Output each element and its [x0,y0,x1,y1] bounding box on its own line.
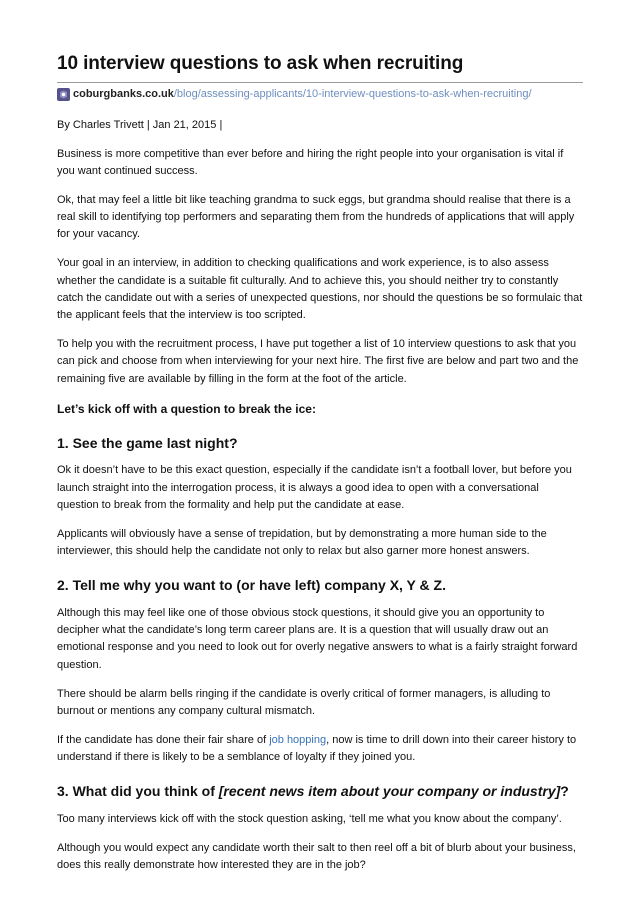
title-divider [57,82,583,83]
question-2-paragraph-3 [57,732,583,767]
question-3-heading [57,780,583,803]
intro-paragraph-2: Ok, that may feel a little bit like teaching grandma to suck eggs, but grandma should realise that there is a real skill to identifying top performers and separating them from the hundreds of applications that will apply for your vacancy. [57,193,575,241]
question-2-paragraph-3-start: If the candidate has done their fair share of [57,733,270,746]
question-3-heading-emphasis: [recent news item about your company or industry] [218,783,561,800]
intro-paragraph-1: Business is more competitive than ever before and hiring the right people into your organisation is vital if you want continued success. [57,147,564,178]
source-path[interactable]: /blog/assessing-applicants/10-interview-questions-to-ask-when-recruiting/ [173,88,532,100]
job-hopping-link[interactable]: job hopping [269,733,327,746]
favicon-icon [57,88,70,101]
question-3-heading-suffix: ? [560,783,569,800]
question-2-heading: 2. Tell me why you want to (or have left) company X, Y & Z. [57,577,446,594]
lead-in: Let’s kick off with a question to break the ice: [57,401,316,416]
question-2-paragraph-2: There should be alarm bells ringing if the candidate is overly critical of former managers, is alluding to burnout or mentions any company cultural mismatch. [57,687,551,717]
question-1-heading: 1. See the game last night? [57,434,238,451]
intro-paragraph-4: To help you with the recruitment process, I have put together a list of 10 interview questions to ask that you can pick and choose from when interviewing for your next hire. The first five are below and part two and the remaining five are available by filling in the form at the foot of the article. [57,337,579,385]
article-title: 10 interview questions to ask when recruiting [57,53,464,74]
question-3-heading-prefix: 3. What did you think of [57,783,219,800]
question-2-paragraph-3-end: , now is time to drill down into their career history to understand if there is likely to be a semblance of loyalty if they joined you. [57,733,577,763]
question-1-paragraph-2: Applicants will obviously have a sense of trepidation, but by demonstrating a more human side to the interviewer, this should help the candidate not only to relax but also garner more honest answers. [57,527,547,558]
intro-paragraph-3: Your goal in an interview, in addition to checking qualifications and work experience, is to also assess whether the candidate is a suitable fit culturally. And to achieve this, you should neither try to constantly catch the candidate out with a series of unexpected questions, nor should the questions be so formulaic that the applicant feels that the interview is too scripted. [57,257,583,322]
source-url[interactable] [57,87,583,101]
byline: By Charles Trivett | Jan 21, 2015 | [57,119,223,131]
question-3-paragraph-2: Although you would expect any candidate worth their salt to then reel off a bit of blurb about your business, does this really demonstrate how interested they are in the job? [57,841,576,871]
question-3-paragraph-1: Too many interviews kick off with the stock question asking, ‘tell me what you know about the company’. [57,812,562,825]
source-domain[interactable]: coburgbanks.co.uk [73,88,174,100]
question-2-paragraph-1: Although this may feel like one of those obvious stock questions, it should give you an opportunity to decipher what the candidate’s long term career plans are. It is a question that will usually draw out an emotional response and you need to look out for overly negative answers to what is a fairly straight forward question. [57,606,578,671]
question-1-paragraph-1: Ok it doesn’t have to be this exact question, especially if the candidate isn’t a football lover, but before you launch straight into the interrogation process, it is always a good idea to open with a conversational question to break from the formality and help put the candidate at ease. [57,464,572,511]
